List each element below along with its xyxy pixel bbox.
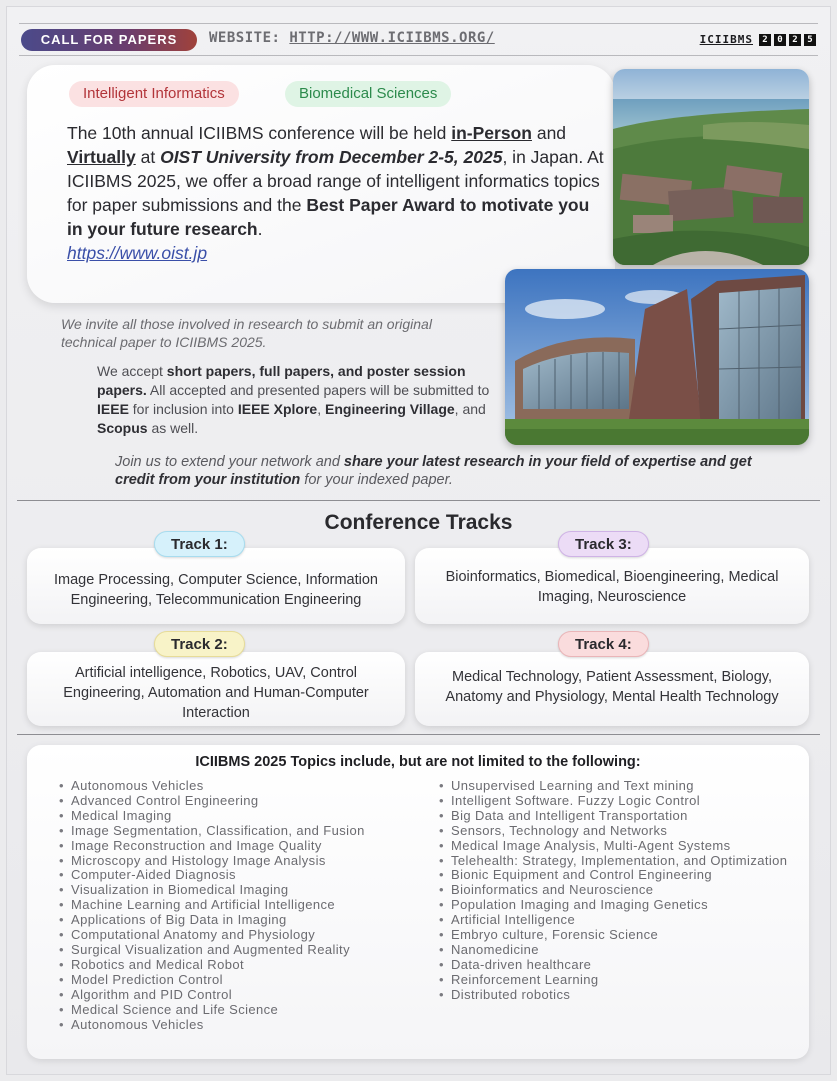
year-digit: 2 — [759, 34, 771, 46]
topics-title: ICIIBMS 2025 Topics include, but are not limited to the following: — [195, 754, 641, 770]
brand-name: ICIIBMS — [699, 33, 753, 46]
track-3-card — [415, 548, 809, 624]
list-item: • Nanomedicine — [439, 943, 799, 958]
invite-text: We invite all those involved in research to submit an original technical paper to ICIIBMS 2025. — [61, 316, 432, 350]
poster-page — [6, 6, 831, 1075]
list-item: • Computer-Aided Diagnosis — [59, 868, 419, 883]
track-2-topics: Artificial intelligence, Robotics, UAV, Control Engineering, Automation and Human-Computer Interaction — [63, 665, 369, 721]
track-3-label: Track 3: — [558, 531, 649, 557]
list-item: • Artificial Intelligence — [439, 913, 799, 928]
accept-text: We accept — [97, 363, 167, 379]
engineering-village-text: Engineering Village — [325, 401, 455, 417]
list-item: • Surgical Visualization and Augmented Reality — [59, 943, 419, 958]
intro-end: . — [257, 219, 263, 239]
header-top-rule — [19, 23, 818, 24]
brand-year — [759, 34, 816, 46]
section-divider — [17, 500, 820, 501]
year-digit: 0 — [774, 34, 786, 46]
intro-mid: , in Japan. At ICIIBMS 2025, we offer a broad range of intelligent informatics topics for paper submissions and the — [67, 147, 604, 215]
website-url-link[interactable]: HTTP://WWW.ICIIBMS.ORG/ — [289, 30, 495, 46]
topics-card — [27, 745, 809, 1059]
list-item: • Autonomous Vehicles — [59, 779, 419, 794]
track-1-card — [27, 548, 405, 624]
intro-card — [27, 65, 615, 303]
list-item: • Microscopy and Histology Image Analysis — [59, 854, 419, 869]
in-person-text: in-Person — [451, 123, 532, 143]
list-item: • Visualization in Biomedical Imaging — [59, 883, 419, 898]
accept-text: , — [317, 401, 325, 417]
track-4-label: Track 4: — [558, 631, 649, 657]
list-item: • Algorithm and PID Control — [59, 988, 419, 1003]
scopus-text: Scopus — [97, 420, 148, 436]
list-item: • Sensors, Technology and Networks — [439, 824, 799, 839]
list-item: • Intelligent Software. Fuzzy Logic Control — [439, 794, 799, 809]
virtually-text: Virtually — [67, 147, 136, 167]
join-text: for your indexed paper. — [300, 472, 453, 488]
list-item: • Medical Image Analysis, Multi-Agent Systems — [439, 839, 799, 854]
list-item: • Bionic Equipment and Control Engineering — [439, 868, 799, 883]
accept-text: for inclusion into — [128, 401, 238, 417]
accept-text: , and — [454, 401, 486, 417]
website-line — [209, 30, 495, 46]
list-item: • Unsupervised Learning and Text mining — [439, 779, 799, 794]
join-paragraph — [115, 453, 795, 489]
track-3-topics: Bioinformatics, Biomedical, Bioengineering, Medical Imaging, Neuroscience — [445, 569, 779, 605]
campus-aerial-photo — [613, 69, 809, 265]
accept-paragraph — [97, 362, 507, 438]
tag-biomedical-sciences: Biomedical Sciences — [285, 81, 451, 107]
list-item: • Telehealth: Strategy, Implementation, and Optimization — [439, 854, 799, 869]
paper-types: short papers, full papers, and poster session papers. — [97, 363, 466, 398]
year-digit: 2 — [789, 34, 801, 46]
header-bottom-rule — [19, 55, 818, 56]
accept-text: All accepted and presented papers will be submitted to — [146, 382, 490, 398]
ieee-text: IEEE — [97, 401, 129, 417]
list-item: • Medical Science and Life Science — [59, 1003, 419, 1018]
ieee-xplore-text: IEEE Xplore — [237, 401, 318, 417]
topics-left-list — [59, 779, 419, 1032]
campus-building-photo — [505, 269, 809, 445]
venue-dates: OIST University from December 2-5, 2025 — [160, 147, 503, 167]
list-item: • Big Data and Intelligent Transportation — [439, 809, 799, 824]
list-item: • Population Imaging and Imaging Genetics — [439, 898, 799, 913]
list-item: • Machine Learning and Artificial Intelligence — [59, 898, 419, 913]
accept-text: as well. — [147, 420, 199, 436]
join-highlight: share your latest research in your field of expertise and get credit from your institution — [115, 454, 752, 488]
track-2-label: Track 2: — [154, 631, 245, 657]
list-item: • Autonomous Vehicles — [59, 1018, 419, 1033]
conference-tracks-title: Conference Tracks — [324, 511, 513, 534]
list-item: • Medical Imaging — [59, 809, 419, 824]
best-paper-award: Best Paper Award to motivate you in your future research — [67, 195, 590, 239]
list-item: • Applications of Big Data in Imaging — [59, 913, 419, 928]
list-item: • Robotics and Medical Robot — [59, 958, 419, 973]
list-item: • Bioinformatics and Neuroscience — [439, 883, 799, 898]
list-item: • Distributed robotics — [439, 988, 799, 1003]
track-4-card — [415, 652, 809, 726]
topics-right-list — [439, 779, 799, 1003]
brand-mark — [700, 33, 816, 46]
tag-intelligent-informatics: Intelligent Informatics — [69, 81, 239, 107]
list-item: • Model Prediction Control — [59, 973, 419, 988]
call-for-papers-badge: CALL FOR PAPERS — [21, 29, 197, 51]
list-item: • Reinforcement Learning — [439, 973, 799, 988]
intro-and: and — [531, 123, 567, 143]
list-item: • Computational Anatomy and Physiology — [59, 928, 419, 943]
list-item: • Advanced Control Engineering — [59, 794, 419, 809]
join-text: Join us to extend your network and — [115, 454, 344, 470]
track-2-card — [27, 652, 405, 726]
track-1-topics: Image Processing, Computer Science, Information Engineering, Telecommunication Engineering — [54, 572, 378, 608]
list-item: • Image Reconstruction and Image Quality — [59, 839, 419, 854]
intro-at: at — [135, 147, 161, 167]
year-digit: 5 — [804, 34, 816, 46]
section-divider — [17, 734, 820, 735]
list-item: • Data-driven healthcare — [439, 958, 799, 973]
track-1-label: Track 1: — [154, 531, 245, 557]
website-label: WEBSITE: — [209, 30, 281, 46]
track-4-topics: Medical Technology, Patient Assessment, Biology, Anatomy and Physiology, Mental Health Technology — [445, 669, 779, 705]
list-item: • Image Segmentation, Classification, and Fusion — [59, 824, 419, 839]
list-item: • Embryo culture, Forensic Science — [439, 928, 799, 943]
intro-text-start: The 10th annual ICIIBMS conference will be held — [67, 123, 452, 143]
oist-link[interactable]: https://www.oist.jp — [67, 243, 208, 263]
intro-paragraph — [67, 121, 607, 265]
